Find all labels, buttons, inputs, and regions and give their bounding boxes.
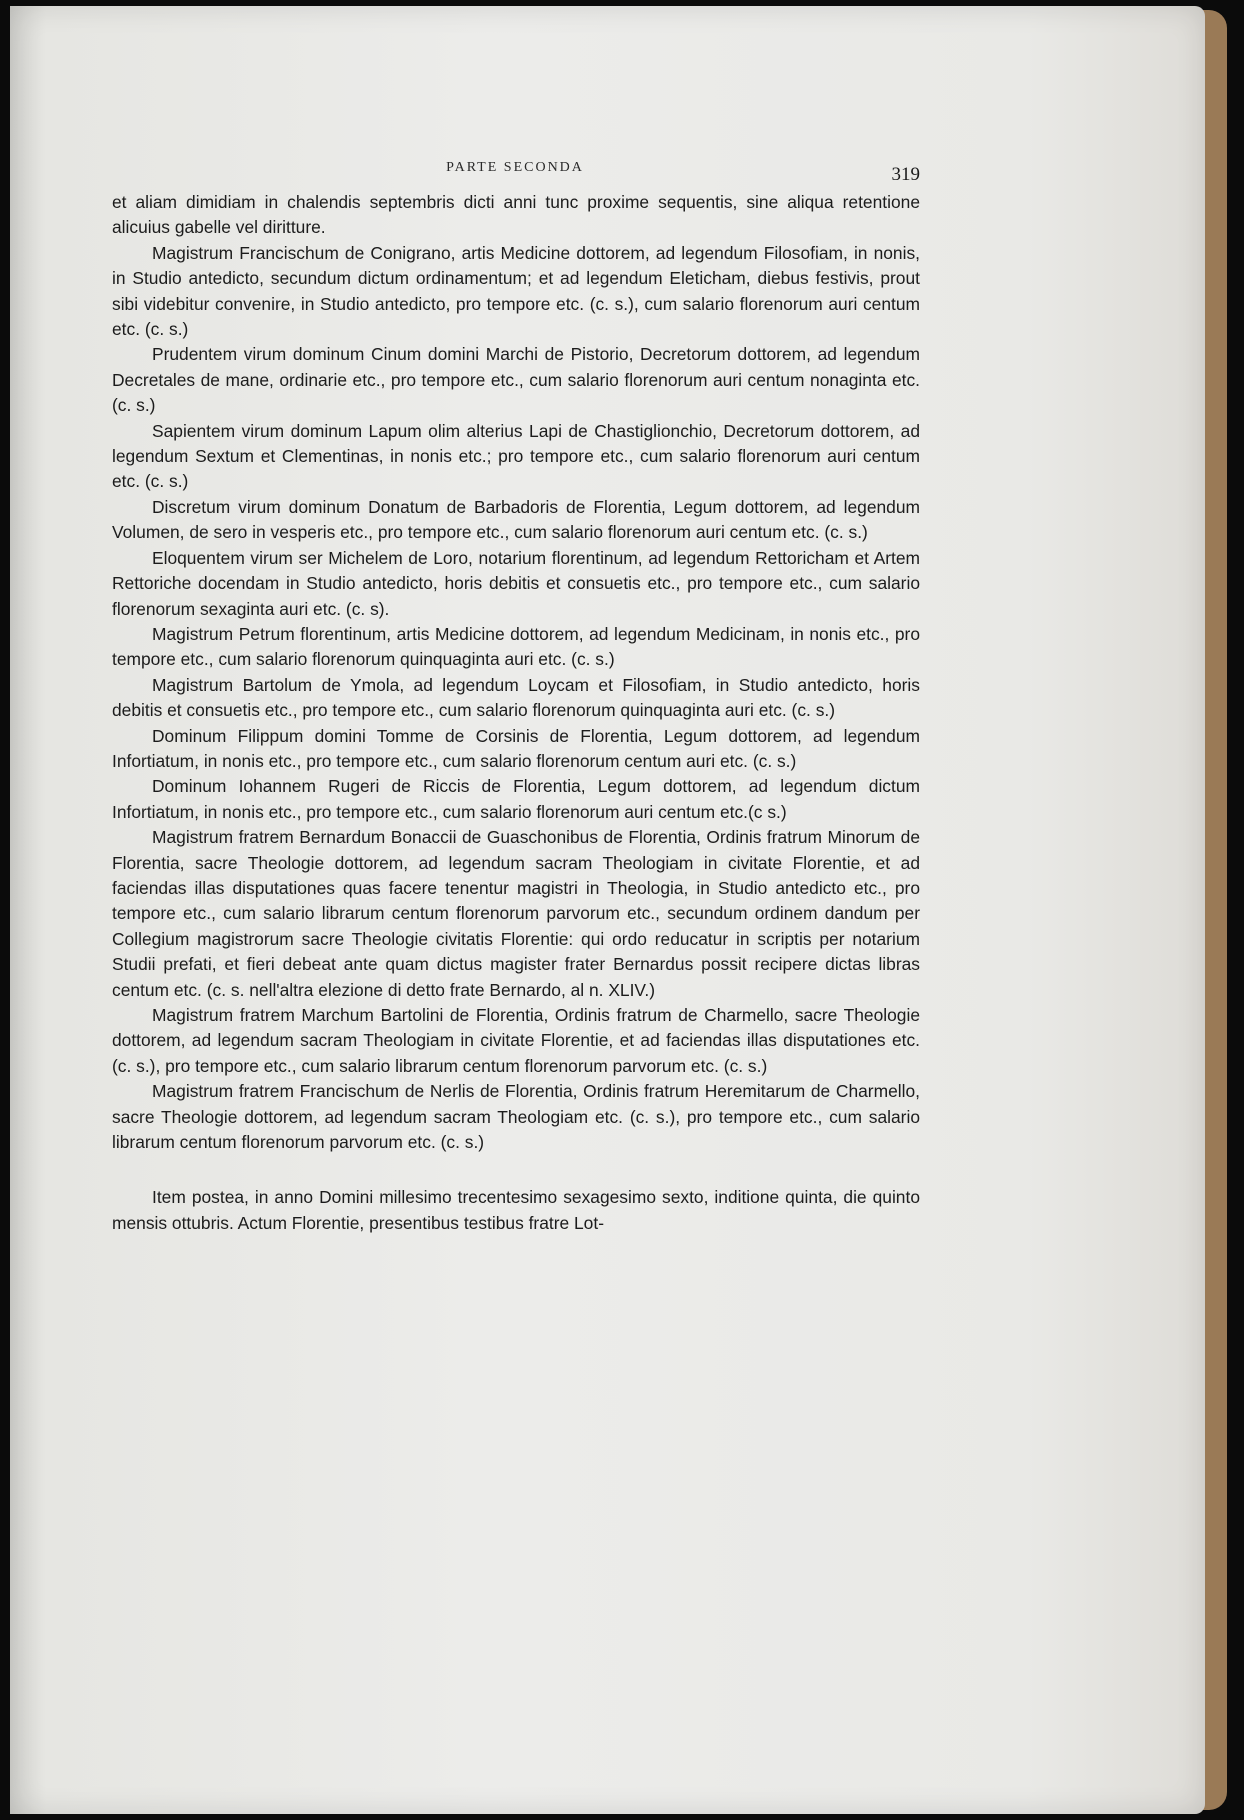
paragraph: Magistrum Bartolum de Ymola, ad legendum Loycam et Filosofiam, in Studio antedicto, horis debitis et consuetis etc., pro tempore etc., cum salario florenorum quinquaginta auri etc. (c. s.) [112, 674, 920, 721]
paragraph: Dominum Iohannem Rugeri de Riccis de Florentia, Legum dottorem, ad legendum dictum Infortiatum, in nonis etc., pro tempore etc., cum salario florenorum auri centum etc.(c s.) [112, 776, 920, 822]
paragraph: Item postea, in anno Domini millesimo trecentesimo sexagesimo sexto, inditione quinta, die quinto mensis ottubris. Actum Florentie, presentibus testibus fratre Lot- [112, 1187, 920, 1233]
paragraph: Sapientem virum dominum Lapum olim alterius Lapi de Chastiglionchio, Decretorum dottorem, ad legendum Sextum et Clementinas, in nonis etc.; pro tempore etc., cum salario florenorum auri centum etc. (c. s.) [112, 420, 920, 492]
paragraph: Eloquentem virum ser Michelem de Loro, notarium florentinum, ad legendum Rettoricham et Artem Rettoriche docendam in Studio antedicto, horis debitis et consuetis etc., pro tempore etc., cum salario florenorum sexaginta auri etc. (c. s). [112, 547, 920, 619]
paragraph: Magistrum fratrem Bernardum Bonaccii de Guaschonibus de Florentia, Ordinis fratrum Minorum de Florentia, sacre Theologie dottorem, ad legendum sacram Theologiam in civitate Florentie, et ad faciendas illas disputationes quas facere tenentur magistri in Theologia, in Studio antedicto etc., pro tempore etc., cum salario librarum centum florenorum parvorum etc., secundum ordinem dandum per Collegium magistrorum sacre Theologie civitatis Florentie: qui ordo reducatur in scriptis per notarium Studii prefati, et fieri debeat ante quam dictus magister frater Bernardus possit recipere dictas libras centum etc. (c. s. nell'altra elezione di detto frate Bernardo, al n. XLIV.) [112, 827, 920, 1000]
paragraph: Discretum virum dominum Donatum de Barbadoris de Florentia, Legum dottorem, ad legendum Volumen, de sero in vesperis etc., pro tempore etc., cum salario florenorum auri centum etc. (c. s.) [112, 496, 920, 543]
body-text [112, 190, 920, 1236]
paragraph: Prudentem virum dominum Cinum domini Marchi de Pistorio, Decretorum dottorem, ad legendum Decretales de mane, ordinarie etc., pro tempore etc., cum salario florenorum auri centum nonaginta etc. (c. s.) [112, 344, 920, 416]
paragraph: Magistrum Petrum florentinum, artis Medicine dottorem, ad legendum Medicinam, in nonis etc., pro tempore etc., cum salario florenorum quinquaginta auri etc. (c. s.) [112, 623, 920, 670]
paragraph: Magistrum fratrem Francischum de Nerlis de Florentia, Ordinis fratrum Heremitarum de Charmello, sacre Theologie dottorem, ad legendum sacram Theologiam etc. (c. s.), pro tempore etc., cum salario librarum centum florenorum parvorum etc. (c. s.) [112, 1081, 920, 1153]
paragraph: Magistrum fratrem Marchum Bartolini de Florentia, Ordinis fratrum de Charmello, sacre Theologie dottorem, ad legendum sacram Theologiam in civitate Florentie, et ad faciendas illas disputationes etc. (c. s.), pro tempore etc., cum salario librarum centum florenorum parvorum etc. (c. s.) [112, 1005, 920, 1076]
paragraph: Dominum Filippum domini Tomme de Corsinis de Florentia, Legum dottorem, ad legendum Infortiatum, in nonis etc., pro tempore etc., cum salario florenorum centum auri etc. (c. s.) [112, 725, 920, 771]
paragraph: Magistrum Francischum de Conigrano, artis Medicine dottorem, ad legendum Filosofiam, in nonis, in Studio antedicto, secundum dictum ordinamentum; et ad legendum Eleticham, diebus festivis, prout sibi videbitur convenire, in Studio antedicto, pro tempore etc. (c. s.), cum salario florenorum auri centum etc. (c. s.) [112, 242, 920, 340]
running-head: PARTE SECONDA [446, 160, 584, 175]
page-header [110, 160, 920, 190]
paragraph: et aliam dimidiam in chalendis septembris dicti anni tunc proxime sequentis, sine aliqua retentione alicuius gabelle vel diritture. [112, 192, 920, 238]
page-number: 319 [891, 164, 920, 185]
